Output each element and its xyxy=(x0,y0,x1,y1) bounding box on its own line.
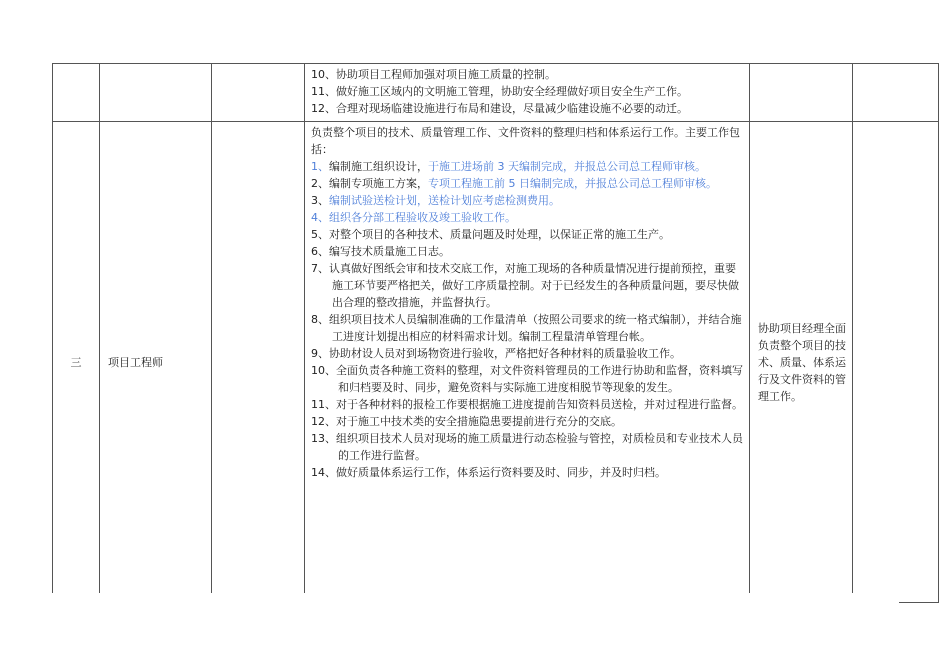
responsibility-table xyxy=(52,63,939,603)
duties-cell xyxy=(305,64,750,122)
table-row xyxy=(53,122,939,603)
duty-item-4: 4、组织各分部工程验收及竣工验收工作。 xyxy=(311,211,516,224)
duty-item-13: 13、组织项目技术人员对现场的施工质量进行动态检验与管控，对质检员和专业技术人员的工作进行监督。 xyxy=(311,432,743,462)
duty-line: 12、合理对现场临建设施进行布局和建设，尽量减少临建设施不必要的动迁。 xyxy=(311,102,688,115)
empty-cell xyxy=(212,64,305,122)
note-cell: 协助项目经理全面负责整个项目的技术、质量、体系运行及文件资料的管理工作。 xyxy=(750,122,853,603)
duty-item-14: 14、做好质量体系运行工作，体系运行资料要及时、同步，并及时归档。 xyxy=(311,466,666,479)
duty-item-1: 1、编制施工组织设计，于施工进场前 3 天编制完成，并报总公司总工程师审核。 xyxy=(311,160,706,173)
role-cell: 项目工程师 xyxy=(100,122,212,603)
empty-cell xyxy=(212,122,305,603)
empty-cell xyxy=(853,64,939,122)
duty-item-7: 7、认真做好图纸会审和技术交底工作，对施工现场的各种质量情况进行提前预控，重要施工环节要严格把关，做好工序质量控制。对于已经发生的各种质量问题，要尽快做出合理的整改措施，并监督执行。 xyxy=(311,262,739,309)
duty-item-6: 6、编写技术质量施工日志。 xyxy=(311,245,450,258)
index-cell: 三 xyxy=(53,122,100,603)
duty-item-10: 10、全面负责各种施工资料的整理，对文件资料管理员的工作进行协助和监督，资料填写和归档要及时、同步，避免资料与实际施工进度相脱节等现象的发生。 xyxy=(311,364,743,394)
duty-item-3: 3、编制试验送检计划，送检计划应考虑检测费用。 xyxy=(311,194,560,207)
duty-item-5: 5、对整个项目的各种技术、质量问题及时处理，以保证正常的施工生产。 xyxy=(311,228,670,241)
note-cell xyxy=(750,64,853,122)
duty-line: 11、做好施工区域内的文明施工管理，协助安全经理做好项目安全生产工作。 xyxy=(311,85,688,98)
duty-item-11: 11、对于各种材料的报检工作要根据施工进度提前告知资料员送检，并对过程进行监督。 xyxy=(311,398,743,411)
role-cell xyxy=(100,64,212,122)
empty-cell xyxy=(853,122,939,603)
duty-item-12: 12、对于施工中技术类的安全措施隐患要提前进行充分的交底。 xyxy=(311,415,622,428)
page-bottom-margin xyxy=(52,593,899,672)
index-cell xyxy=(53,64,100,122)
table-row xyxy=(53,64,939,122)
duty-intro: 负责整个项目的技术、质量管理工作、文件资料的整理归档和体系运行工作。主要工作包括： xyxy=(311,126,740,156)
duties-cell xyxy=(305,122,750,603)
duty-item-2: 2、编制专项施工方案，专项工程施工前 5 日编制完成，并报总公司总工程师审核。 xyxy=(311,177,717,190)
duty-line: 10、协助项目工程师加强对项目施工质量的控制。 xyxy=(311,68,556,81)
duty-item-8: 8、组织项目技术人员编制准确的工作量清单（按照公司要求的统一格式编制），并结合施工进度计划提出相应的材料需求计划。编制工程量清单管理台帐。 xyxy=(311,313,742,343)
duty-item-9: 9、协助材设人员对到场物资进行验收，严格把好各种材料的质量验收工作。 xyxy=(311,347,681,360)
